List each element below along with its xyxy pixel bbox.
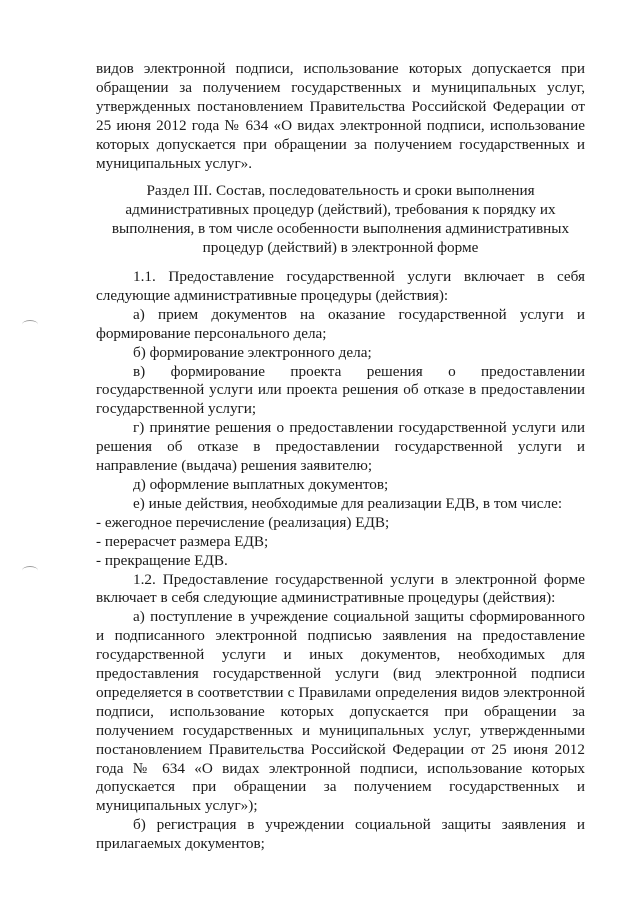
list-item-v: в) формирование проекта решения о предоставлении государственной услуги или проекта решения об отказе в предоставлении государственной услуги;: [96, 362, 585, 418]
scan-margin-mark: [22, 320, 38, 329]
list-item-b-registration: б) регистрация в учреждении социальной защиты заявления и прилагаемых документов;: [96, 816, 585, 853]
section-heading: [96, 182, 585, 258]
paragraph-1-2: 1.2. Предоставление государственной услуги в электронной форме включает в себя следующие административные процедуры (действия):: [96, 570, 585, 607]
list-item-a: а) прием документов на оказание государственной услуги и формирование персонального дела;: [96, 305, 585, 342]
intro-paragraph: видов электронной подписи, использование которых допускается при обращении за получением государственных и муниципальных услуг, утвержденных постановлением Правительства Российской Федерации от 25 июня 2012 года № 634 «О видах электронной подписи, использование которых допускается при обращении за получением государственных и муниципальных услуг».: [96, 60, 585, 172]
list-item-e: е) иные действия, необходимые для реализации ЕДВ, в том числе:: [133, 494, 563, 512]
sub-item-termination: - прекращение ЕДВ.: [96, 551, 228, 569]
scan-margin-mark: [22, 566, 38, 575]
intro-block: [96, 60, 585, 173]
list-item-a-electronic: а) поступление в учреждение социальной защиты сформированного и подписанного электронной подписью заявления на предоставление государственной услуги и иных документов, необходимых для предоставления государственной услуги (вид электронной подписи определяется в соответствии с Правилами определения видов электронной подписи, использование которых допускается при обращении за получением государственных и муниципальных услуг, утвержденными постановлением Правительства Российской Федерации от 25 июня 2012 года № 634 «О видах электронной подписи, использование которых допускается при обращении за получением государственных и муниципальных услуг»);: [96, 608, 585, 815]
section-heading-line: выполнения, в том числе особенности выполнения административных: [111, 219, 570, 237]
list-item-b: б) формирование электронного дела;: [133, 343, 372, 361]
paragraph-1-1: 1.1. Предоставление государственной услуги включает в себя следующие административные процедуры (действия):: [96, 268, 585, 304]
sub-item-annual-transfer: - ежегодное перечисление (реализация) ЕДВ;: [96, 513, 390, 531]
section-heading-line: процедур (действий) в электронной форме: [202, 238, 479, 256]
section-heading-line: Раздел III. Состав, последовательность и сроки выполнения: [146, 182, 535, 199]
list-item-d: д) оформление выплатных документов;: [133, 475, 389, 493]
section-body: [96, 268, 585, 854]
section-heading-line: административных процедур (действий), требования к порядку их: [125, 200, 556, 218]
sub-item-recalculation: - перерасчет размера ЕДВ;: [96, 532, 269, 550]
list-item-g: г) принятие решения о предоставлении государственной услуги или решения об отказе в предоставлении государственной услуги и направление (выдача) решения заявителю;: [96, 419, 585, 475]
